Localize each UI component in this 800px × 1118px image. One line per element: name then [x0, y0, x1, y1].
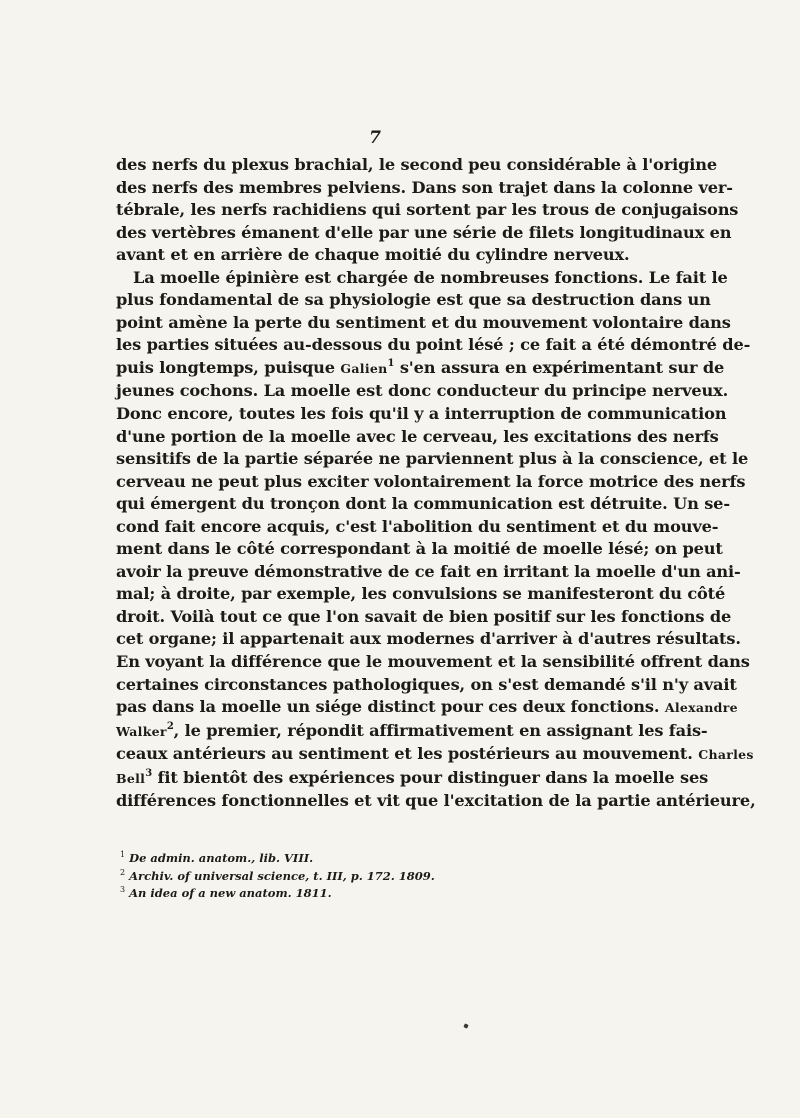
text-line: En voyant la différence que le mouvement et la sensibilité offrent dans: [116, 652, 750, 672]
footnote: [120, 850, 520, 868]
text-line: jeunes cochons. La moelle est donc conducteur du principe nerveux.: [116, 381, 729, 401]
text-line: des vertèbres émanent d'elle par une série de filets longitudinaux en: [116, 222, 732, 242]
footnote-number: 2: [120, 867, 126, 877]
footnotes: [120, 850, 520, 903]
text-line: cond fait encore acquis, c'est l'abolition du sentiment et du mouve-: [116, 516, 719, 536]
footnote-number: 3: [120, 885, 126, 894]
footnote-ref: 3: [145, 767, 153, 779]
page-number: 7: [369, 128, 381, 148]
text-line: des nerfs des membres pelviens. Dans son trajet dans la colonne ver-: [116, 177, 733, 197]
ink-mark: [463, 1023, 468, 1028]
author-name: Bell: [116, 770, 146, 786]
text-line: [116, 767, 709, 791]
text-run: pas dans la moelle un siége distinct pour ces deux fonctions.: [116, 697, 665, 717]
footnote-text: De admin. anatom., lib. VIII.: [129, 851, 314, 865]
text-line: ment dans le côté correspondant à la moitié de moelle lésé; on peut: [116, 539, 723, 559]
text-line: cerveau ne peut plus exciter volontairement la force motrice des nerfs: [116, 471, 746, 491]
text-run: s'en assura en expérimentant sur de: [394, 357, 725, 377]
text-line: d'une portion de la moelle avec le cerveau, les excitations des nerfs: [116, 426, 719, 446]
footnote-ref: 2: [166, 720, 174, 732]
author-name: Charles: [698, 747, 754, 763]
text-run: puis longtemps, puisque: [116, 357, 341, 377]
text-line: mal; à droite, par exemple, les convulsions se manifesteront du côté: [116, 584, 726, 604]
text-line: plus fondamental de sa physiologie est que sa destruction dans un: [116, 290, 711, 310]
author-name: Galien: [340, 360, 388, 376]
footnote-text: An idea of a new anatom. 1811.: [129, 886, 332, 900]
text-line: [116, 357, 725, 381]
text-run: fit bientôt des expériences pour distinguer dans la moelle ses: [152, 767, 709, 787]
text-line: différences fonctionnelles et vit que l'excitation de la partie antérieure,: [116, 791, 756, 811]
text-line: qui émergent du tronçon dont la communication est détruite. Un se-: [116, 494, 730, 514]
text-line: point amène la perte du sentiment et du mouvement volontaire dans: [116, 312, 731, 332]
text-line: sensitifs de la partie séparée ne parviennent plus à la conscience, et le: [116, 449, 749, 469]
text-run: , le premier, répondit affirmativement en assignant les fais-: [173, 720, 708, 740]
text-run: ceaux antérieurs au sentiment et les postérieurs au mouvement.: [116, 744, 699, 764]
text-line: certaines circonstances pathologiques, on s'est demandé s'il n'y avait: [116, 674, 737, 694]
footnote-text: Archiv. of universal science, t. III, p. 172. 1809.: [129, 868, 435, 883]
text-line: tébrale, les nerfs rachidiens qui sortent par les trous de conjugaisons: [116, 200, 739, 220]
body-text: [116, 154, 756, 813]
author-name: Alexandre: [664, 700, 738, 716]
text-line: les parties situées au-dessous du point lésé ; ce fait a été démontré de-: [116, 335, 751, 355]
footnote-number: 1: [120, 850, 126, 859]
text-line: La moelle épinière est chargée de nombreuses fonctions. Le fait le: [133, 267, 728, 287]
footnote: [120, 885, 520, 903]
text-line: avoir la preuve démonstrative de ce fait en irritant la moelle d'un ani-: [116, 561, 741, 581]
footnote: [120, 868, 520, 886]
text-line: droit. Voilà tout ce que l'on savait de bien positif sur les fonctions de: [116, 606, 732, 626]
text-line: [116, 743, 754, 767]
author-name: Walker: [116, 723, 167, 739]
text-line: avant et en arrière de chaque moitié du cylindre nerveux.: [116, 245, 630, 265]
text-line: des nerfs du plexus brachial, le second peu considérable à l'origine: [116, 155, 718, 174]
text-line: [116, 696, 738, 720]
text-line: cet organe; il appartenait aux modernes d'arriver à d'autres résultats.: [116, 629, 741, 649]
text-line: [116, 720, 708, 744]
text-line: Donc encore, toutes les fois qu'il y a interruption de communication: [116, 404, 727, 424]
footnote-ref: 1: [387, 357, 395, 369]
